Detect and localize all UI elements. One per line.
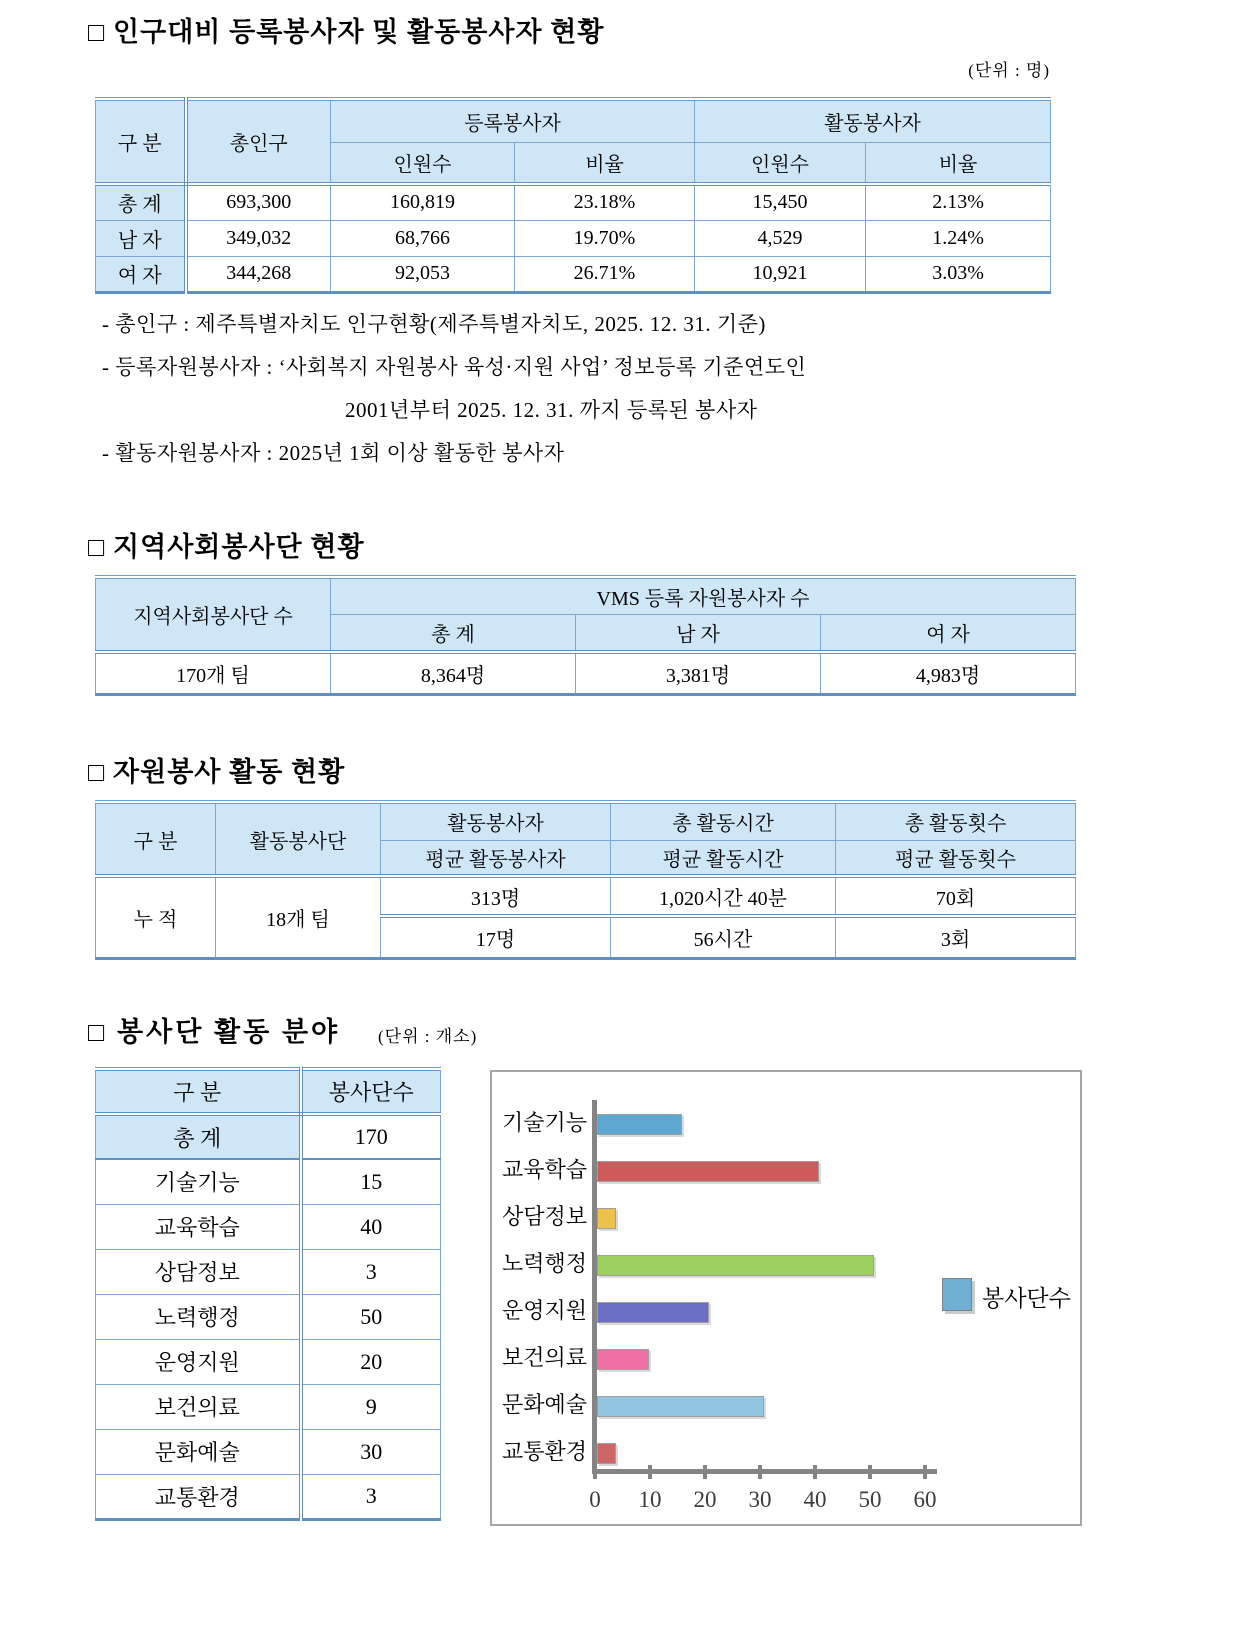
col-header-corps: 활동봉사단 xyxy=(216,802,381,876)
chart-category-label: 교통환경 xyxy=(501,1439,587,1464)
axis-tick xyxy=(758,1465,762,1479)
table-cell: 교육학습 xyxy=(96,1204,301,1249)
table-cell: 160,819 xyxy=(331,184,515,220)
table-row xyxy=(96,1474,441,1519)
axis-tick-label: 40 xyxy=(803,1487,827,1512)
chart-category-label: 기술기능 xyxy=(501,1110,587,1135)
table-cell: 170 xyxy=(301,1114,441,1159)
table-cell: 30 xyxy=(301,1429,441,1474)
activity-field-table xyxy=(95,1067,441,1521)
col-header-count: 봉사단수 xyxy=(301,1069,441,1114)
col-header-times: 총 활동횟수 xyxy=(836,802,1076,840)
y-axis-line xyxy=(592,1100,597,1474)
table-row xyxy=(96,1249,441,1294)
table-header-row xyxy=(96,802,1076,840)
notes-block xyxy=(102,303,806,475)
col-header-population: 총인구 xyxy=(186,99,331,184)
x-axis-line xyxy=(592,1469,937,1474)
table-row xyxy=(96,1159,441,1204)
population-volunteer-table xyxy=(95,97,1051,294)
col-header-vms-group: VMS 등록 자원봉사자 수 xyxy=(331,577,1076,614)
chart-bar xyxy=(597,1396,764,1417)
table-cell: 313명 xyxy=(381,876,611,916)
col-header-avg-volunteers: 평균 활동봉사자 xyxy=(381,840,611,876)
col-header-group: 구 분 xyxy=(96,1069,301,1114)
table-row xyxy=(96,1294,441,1339)
col-header-teams: 지역사회봉사단 수 xyxy=(96,577,331,652)
table-cell: 누 적 xyxy=(96,876,216,958)
table-cell: 1.24% xyxy=(866,220,1051,256)
col-header-reg-count: 인원수 xyxy=(331,142,515,184)
table-row xyxy=(96,876,1076,916)
col-header-female: 여 자 xyxy=(821,614,1076,652)
chart-bar xyxy=(597,1208,616,1229)
chart-bar xyxy=(597,1161,819,1182)
table-cell: 20 xyxy=(301,1339,441,1384)
chart-category-label: 상담정보 xyxy=(501,1204,587,1229)
table-cell: 10,921 xyxy=(695,256,866,292)
table-cell: 상담정보 xyxy=(96,1249,301,1294)
table-cell: 3,381명 xyxy=(576,652,821,694)
col-header-act-ratio: 비율 xyxy=(866,142,1051,184)
chart-bar xyxy=(597,1114,682,1135)
section1-title: □ 인구대비 등록봉사자 및 활동봉사자 현황 xyxy=(88,17,605,47)
axis-tick-label: 20 xyxy=(693,1487,717,1512)
table-cell: 운영지원 xyxy=(96,1339,301,1384)
legend-swatch xyxy=(942,1278,972,1311)
table-row xyxy=(96,1384,441,1429)
col-header-volunteers: 활동봉사자 xyxy=(381,802,611,840)
axis-tick-label: 10 xyxy=(638,1487,662,1512)
table-cell: 3 xyxy=(301,1249,441,1294)
chart-bar xyxy=(597,1302,709,1323)
table-cell: 693,300 xyxy=(186,184,331,220)
table-cell: 기술기능 xyxy=(96,1159,301,1204)
table-cell: 3.03% xyxy=(866,256,1051,292)
table-cell: 교통환경 xyxy=(96,1474,301,1519)
chart-category-label: 교육학습 xyxy=(501,1157,587,1182)
table-cell: 344,268 xyxy=(186,256,331,292)
chart-bar xyxy=(597,1255,874,1276)
col-header-avg-hours: 평균 활동시간 xyxy=(611,840,836,876)
table-header-row xyxy=(96,1069,441,1114)
chart-category-label: 보건의료 xyxy=(501,1345,587,1370)
col-header-reg-ratio: 비율 xyxy=(515,142,695,184)
col-header-total: 총 계 xyxy=(331,614,576,652)
table-cell: 68,766 xyxy=(331,220,515,256)
table-cell: 4,983명 xyxy=(821,652,1076,694)
axis-tick xyxy=(923,1465,927,1479)
table-cell: 3회 xyxy=(836,916,1076,958)
table-cell: 349,032 xyxy=(186,220,331,256)
axis-tick-label: 60 xyxy=(913,1487,937,1512)
col-header-male: 남 자 xyxy=(576,614,821,652)
table-cell: 총 계 xyxy=(96,184,186,220)
axis-tick xyxy=(648,1465,652,1479)
chart-category-label: 노력행정 xyxy=(501,1251,587,1276)
table-cell: 문화예술 xyxy=(96,1429,301,1474)
chart-bar xyxy=(597,1443,616,1464)
note-line: - 총인구 : 제주특별자치도 인구현황(제주특별자치도, 2025. 12. 31. 기준) xyxy=(102,312,766,336)
section4-title: □ 봉사단 활동 분야 xyxy=(88,1017,341,1047)
col-header-active: 활동봉사자 xyxy=(695,99,1051,142)
chart-category-label: 문화예술 xyxy=(501,1392,587,1417)
col-header-avg-times: 평균 활동횟수 xyxy=(836,840,1076,876)
table-cell: 170개 팀 xyxy=(96,652,331,694)
table-cell: 23.18% xyxy=(515,184,695,220)
col-header-group: 구 분 xyxy=(96,802,216,876)
table-cell: 1,020시간 40분 xyxy=(611,876,836,916)
col-header-hours: 총 활동시간 xyxy=(611,802,836,840)
bar-chart xyxy=(490,1070,1082,1526)
table-cell: 56시간 xyxy=(611,916,836,958)
axis-tick xyxy=(813,1465,817,1479)
table-cell: 총 계 xyxy=(96,1114,301,1159)
table-header-row xyxy=(96,577,1076,614)
community-corps-table xyxy=(95,575,1076,696)
table-cell: 17명 xyxy=(381,916,611,958)
legend-label: 봉사단수 xyxy=(982,1286,1071,1311)
section1-unit-label: (단위 : 명) xyxy=(968,61,1050,80)
table-cell: 26.71% xyxy=(515,256,695,292)
table-row xyxy=(96,220,1051,256)
section2-title: □ 지역사회봉사단 현황 xyxy=(88,532,365,562)
col-header-act-count: 인원수 xyxy=(695,142,866,184)
table-cell: 남 자 xyxy=(96,220,186,256)
table-cell: 3 xyxy=(301,1474,441,1519)
table-cell: 40 xyxy=(301,1204,441,1249)
table-row xyxy=(96,1339,441,1384)
col-header-group: 구 분 xyxy=(96,99,186,184)
table-row xyxy=(96,256,1051,292)
table-cell: 여 자 xyxy=(96,256,186,292)
table-cell: 18개 팀 xyxy=(216,876,381,958)
col-header-registered: 등록봉사자 xyxy=(331,99,695,142)
table-cell: 70회 xyxy=(836,876,1076,916)
table-cell: 92,053 xyxy=(331,256,515,292)
table-cell: 9 xyxy=(301,1384,441,1429)
axis-tick xyxy=(868,1465,872,1479)
axis-tick-label: 30 xyxy=(748,1487,772,1512)
table-row xyxy=(96,1204,441,1249)
table-cell: 노력행정 xyxy=(96,1294,301,1339)
axis-tick xyxy=(593,1465,597,1479)
chart-category-label: 운영지원 xyxy=(501,1298,587,1323)
table-header-row xyxy=(96,99,1051,142)
axis-tick-label: 0 xyxy=(589,1487,601,1512)
table-row xyxy=(96,184,1051,220)
table-cell: 50 xyxy=(301,1294,441,1339)
table-row xyxy=(96,652,1076,694)
note-line: - 등록자원봉사자 : ‘사회복지 자원봉사 육성·지원 사업’ 정보등록 기준연도인 xyxy=(102,355,807,379)
table-total-row xyxy=(96,1114,441,1159)
table-cell: 15,450 xyxy=(695,184,866,220)
table-row xyxy=(96,1429,441,1474)
table-cell: 4,529 xyxy=(695,220,866,256)
chart-bar xyxy=(597,1349,649,1370)
note-line: 2001년부터 2025. 12. 31. 까지 등록된 봉사자 xyxy=(345,398,758,422)
table-cell: 19.70% xyxy=(515,220,695,256)
axis-tick-label: 50 xyxy=(858,1487,882,1512)
activity-status-table xyxy=(95,800,1076,960)
section3-title: □ 자원봉사 활동 현황 xyxy=(88,757,346,787)
note-line: - 활동자원봉사자 : 2025년 1회 이상 활동한 봉사자 xyxy=(102,441,565,465)
table-cell: 2.13% xyxy=(866,184,1051,220)
table-cell: 보건의료 xyxy=(96,1384,301,1429)
section4-unit-label: (단위 : 개소) xyxy=(378,1027,478,1046)
axis-tick xyxy=(703,1465,707,1479)
table-cell: 8,364명 xyxy=(331,652,576,694)
table-cell: 15 xyxy=(301,1159,441,1204)
